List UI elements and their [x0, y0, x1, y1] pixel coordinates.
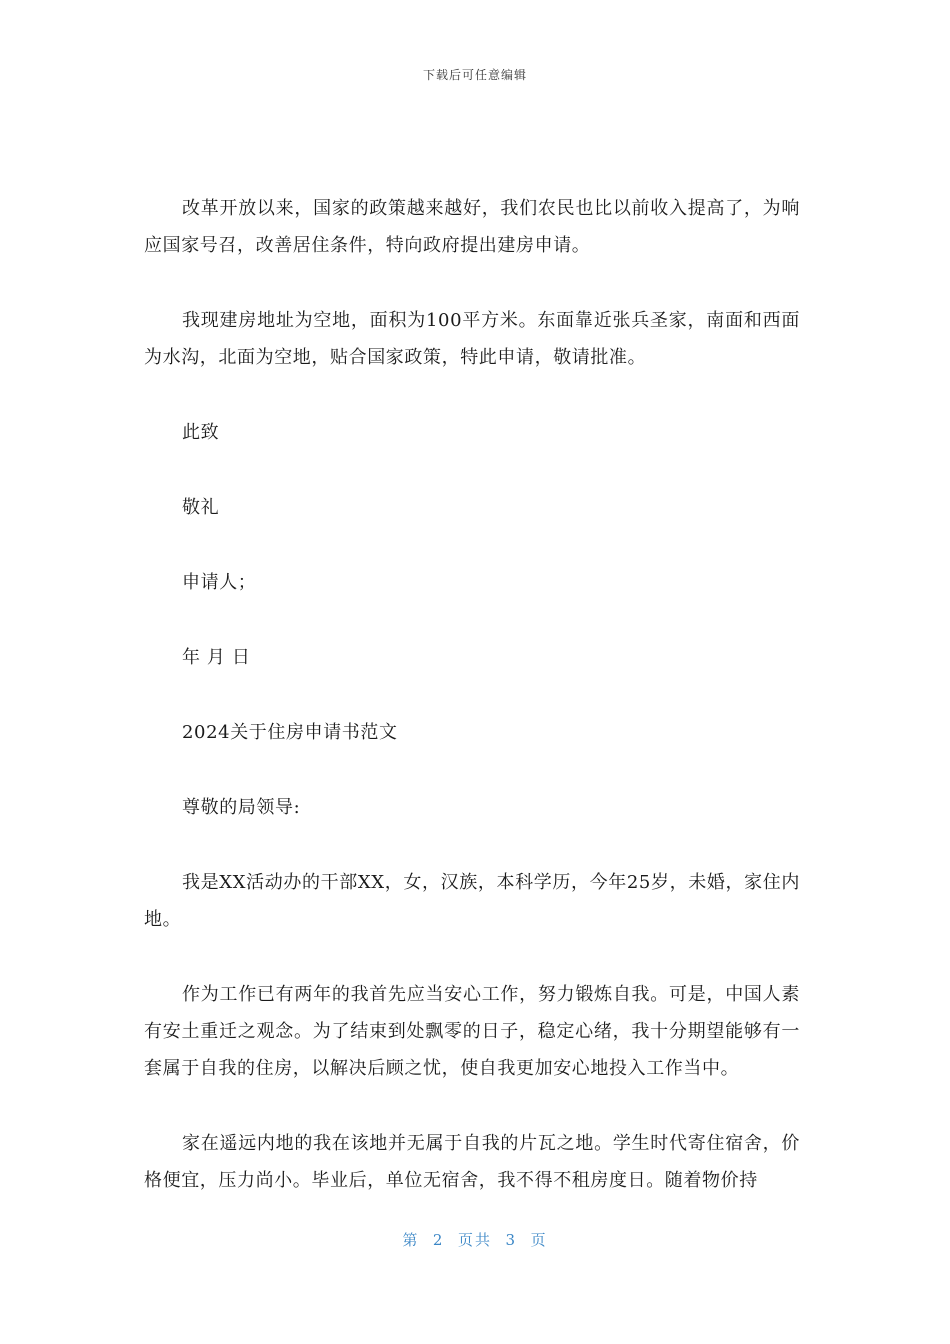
closing-regards: 敬礼: [182, 497, 220, 518]
applicant-line: 申请人；: [182, 572, 257, 593]
section-title: 2024关于住房申请书范文: [182, 722, 398, 743]
paragraph-self-introduction: 我是XX活动办的干部XX，女，汉族，本科学历，今年25岁，未婚，家住内地。: [144, 872, 800, 930]
paragraph-intro: 改革开放以来，国家的政策越来越好，我们农民也比以前收入提高了，为响应国家号召，改善居住条件，特向政府提出建房申请。: [144, 198, 800, 256]
paragraph-housing-wish: 作为工作已有两年的我首先应当安心工作，努力锻炼自我。可是，中国人素有安土重迁之观念。为了结束到处飘零的日子，稳定心绪，我十分期望能够有一套属于自我的住房，以解决后顾之忧，使自我更加安心地投入工作当中。: [144, 984, 800, 1079]
paragraph-current-situation: 家在遥远内地的我在该地并无属于自我的片瓦之地。学生时代寄住宿舍，价格便宜，压力尚小。毕业后，单位无宿舍，我不得不租房度日。随着物价持: [144, 1133, 800, 1191]
page-header-note: 下载后可任意编辑: [422, 68, 527, 82]
closing-salutation: 此致: [182, 422, 220, 443]
greeting: 尊敬的局领导:: [182, 797, 301, 818]
date-line: 年 月 日: [182, 647, 251, 668]
page-number-text: 第 2 页共 3 页: [402, 1231, 548, 1249]
page-number-footer: [0, 1229, 950, 1250]
document-body: [144, 190, 800, 1237]
paragraph-site-description: 我现建房地址为空地，面积为100平方米。东面靠近张兵圣家，南面和西面为水沟，北面为空地，贴合国家政策，特此申请，敬请批准。: [144, 310, 800, 368]
